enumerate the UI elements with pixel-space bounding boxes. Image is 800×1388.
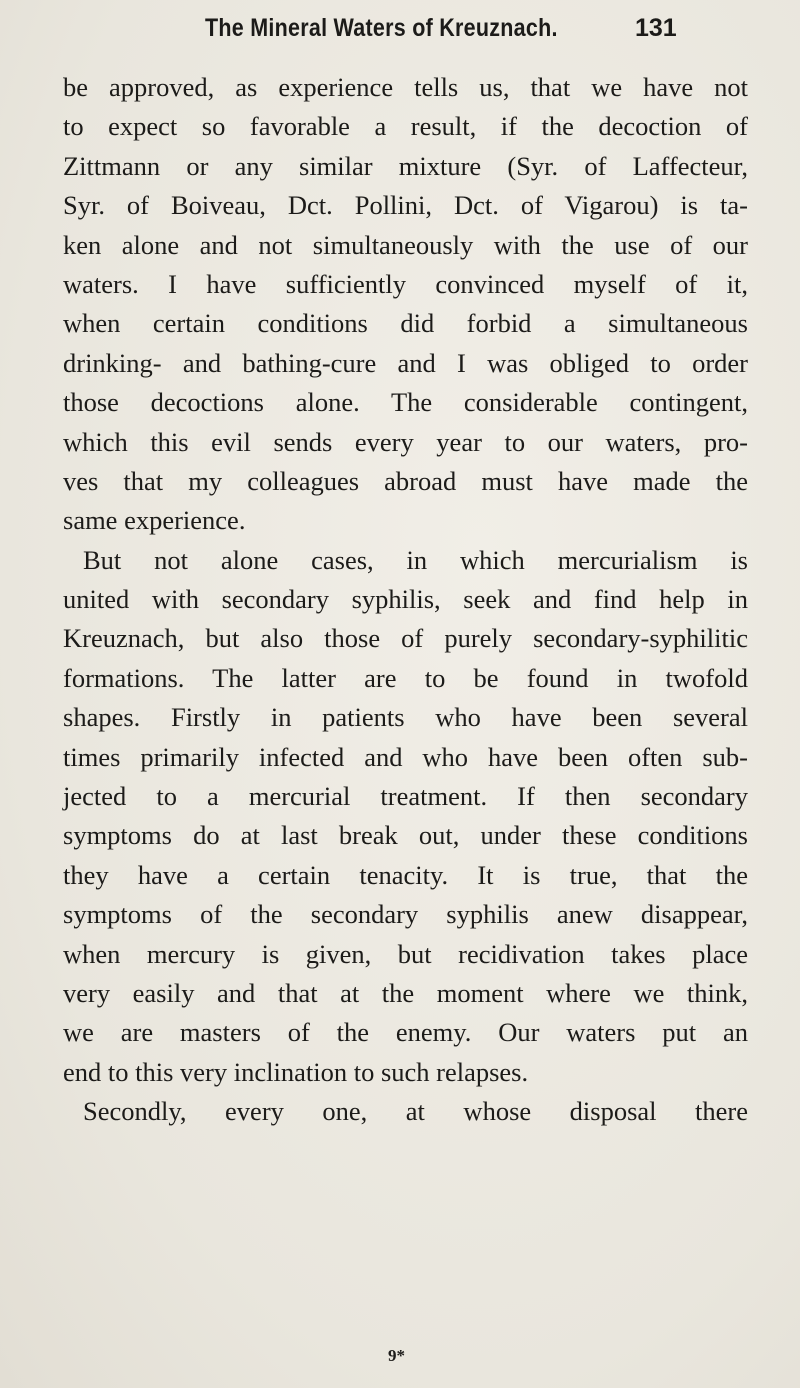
- text-line: Kreuznach, but also those of purely secondary-syphilitic: [63, 623, 748, 654]
- text-line: waters. I have sufficiently convinced myself of it,: [63, 268, 748, 299]
- text-line: those decoctions alone. The considerable contingent,: [63, 387, 748, 418]
- text-line: symptoms of the secondary syphilis anew disappear,: [63, 899, 748, 930]
- text-line: formations. The latter are to be found in twofold: [63, 662, 748, 693]
- text-line: times primarily infected and who have been often sub-: [63, 741, 748, 772]
- text-line: ken alone and not simultaneously with the use of our: [63, 229, 748, 260]
- text-line: ves that my colleagues abroad must have made the: [63, 465, 748, 496]
- text-line: symptoms do at last break out, under these conditions: [63, 820, 748, 851]
- page-number: 131: [635, 14, 677, 42]
- body-text: [63, 68, 748, 1132]
- text-line: which this evil sends every year to our waters, pro-: [63, 426, 748, 457]
- text-line: jected to a mercurial treatment. If then secondary: [63, 781, 748, 812]
- signature-mark: 9*: [388, 1346, 405, 1365]
- text-line: united with secondary syphilis, seek and find help in: [63, 584, 748, 615]
- text-line: But not alone cases, in which mercurialism is: [83, 544, 748, 575]
- text-line: when mercury is given, but recidivation takes place: [63, 938, 748, 969]
- text-line: very easily and that at the moment where we think,: [63, 977, 748, 1008]
- text-line: Syr. of Boiveau, Dct. Pollini, Dct. of Vigarou) is ta-: [63, 190, 748, 221]
- text-line: we are masters of the enemy. Our waters put an: [63, 1017, 748, 1048]
- text-line: they have a certain tenacity. It is true, that the: [63, 859, 748, 890]
- text-line: shapes. Firstly in patients who have been several: [63, 702, 748, 733]
- text-line: be approved, as experience tells us, that we have not: [63, 72, 748, 102]
- text-line: when certain conditions did forbid a simultaneous: [63, 308, 748, 339]
- running-head: The Mineral Waters of Kreuznach.: [205, 14, 558, 42]
- text-line: drinking- and bathing-cure and I was obliged to order: [63, 347, 748, 378]
- text-line: end to this very inclination to such relapses.: [63, 1056, 529, 1087]
- text-line: Zittmann or any similar mixture (Syr. of Laffecteur,: [63, 150, 748, 181]
- page-header: [0, 14, 800, 54]
- text-line: to expect so favorable a result, if the decoction of: [63, 111, 748, 142]
- text-line: Secondly, every one, at whose disposal there: [83, 1096, 748, 1127]
- text-line: same experience.: [63, 505, 246, 536]
